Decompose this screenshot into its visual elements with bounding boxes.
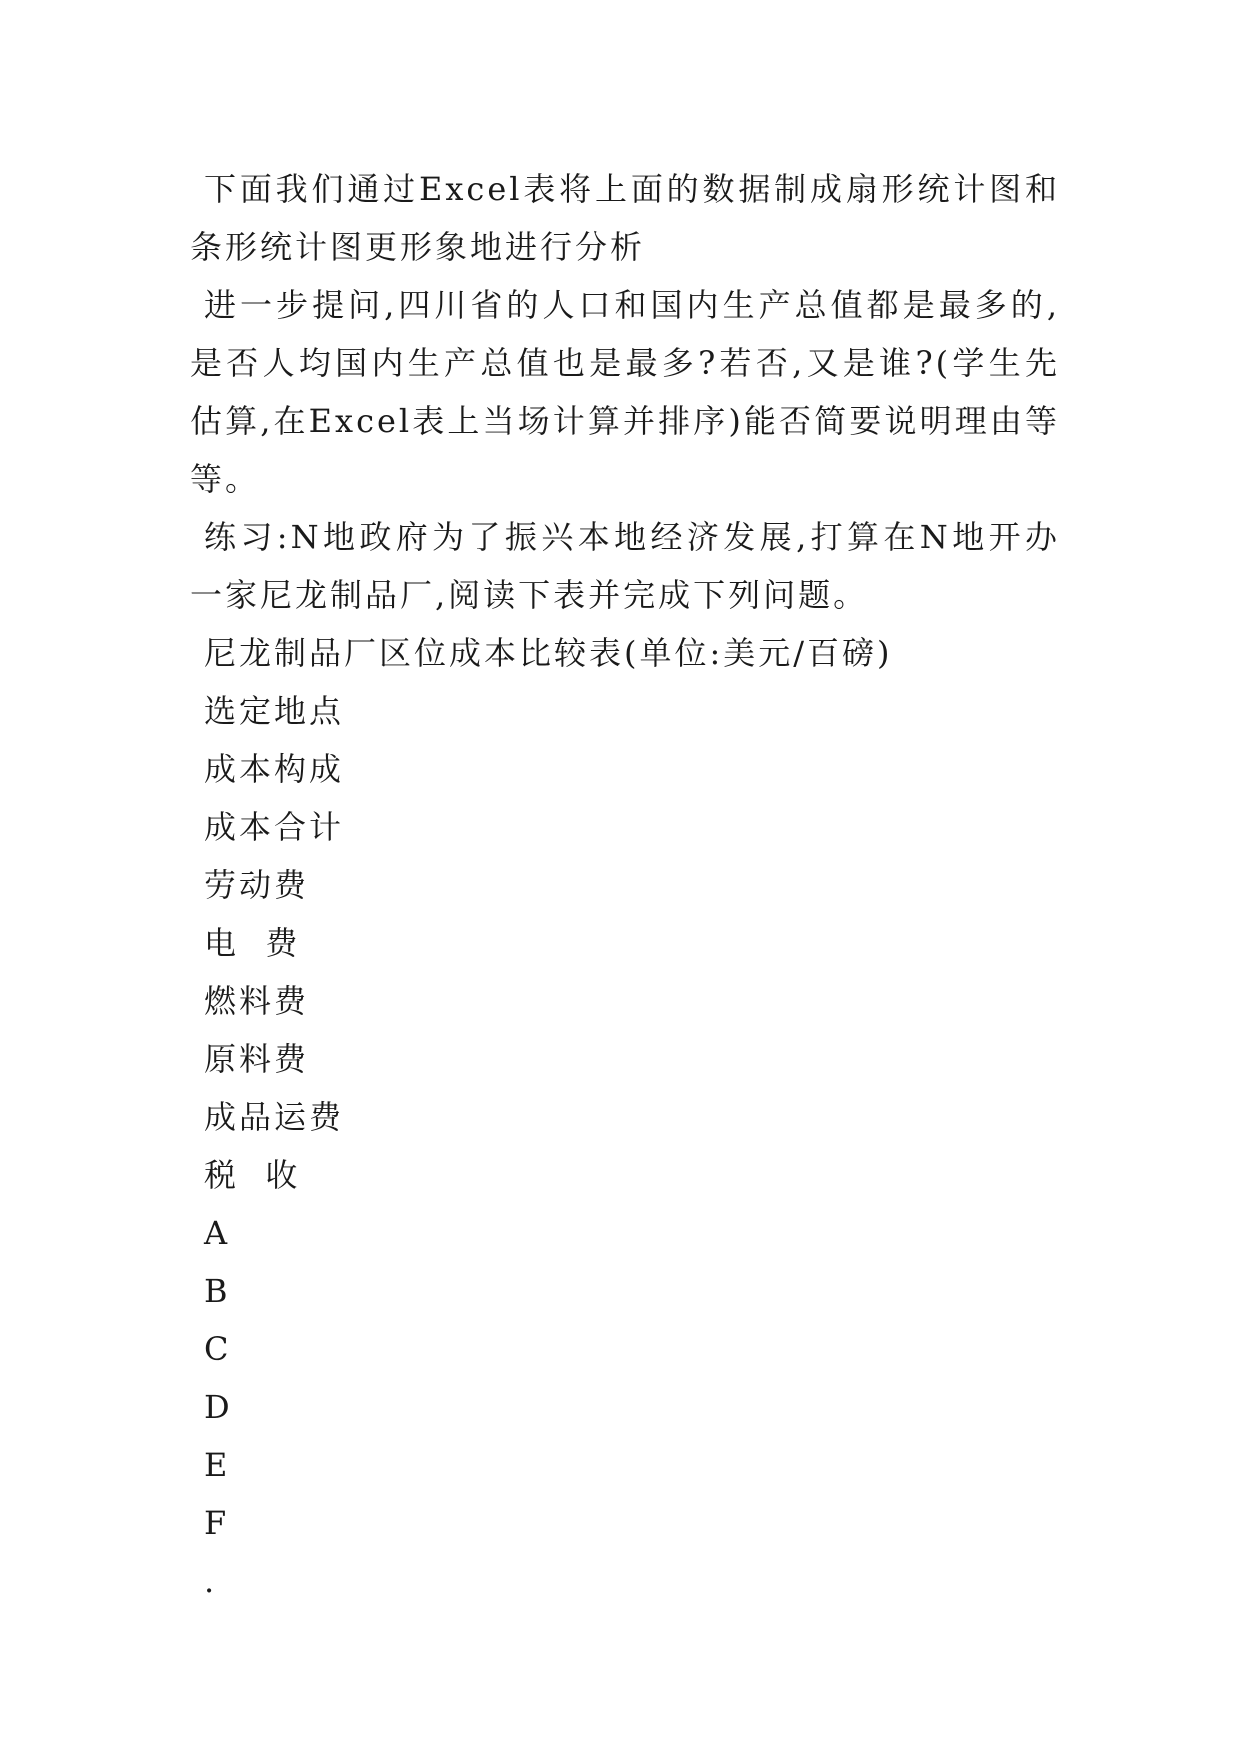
table-header-raw-material: 原料费 [204,1040,310,1078]
document-body [190,160,1060,1610]
location-e: E [204,1446,231,1484]
location-b: B [204,1272,231,1310]
location-f: F [204,1504,230,1542]
table-header-location: 选定地点 [204,692,345,730]
location-c: C [204,1330,232,1368]
location-d: D [204,1388,233,1426]
paragraph-excel-analysis: 下面我们通过Excel表将上面的数据制成扇形统计图和条形统计图更形象地进行分析 [190,170,1060,266]
table-title: 尼龙制品厂区位成本比较表(单位:美元/百磅) [204,634,893,672]
table-header-tax: 税 收 [204,1156,301,1194]
table-header-fuel: 燃料费 [204,982,310,1020]
paragraph-question: 进一步提问,四川省的人口和国内生产总值都是最多的,是否人均国内生产总值也是最多?若否,又是谁?(学生先估算,在Excel表上当场计算并排序)能否简要说明理由等等。 [190,286,1060,498]
table-header-labor: 劳动费 [204,866,310,904]
table-header-shipping: 成品运费 [204,1098,345,1136]
table-header-cost-composition: 成本构成 [204,750,345,788]
paragraph-exercise: 练习:N地政府为了振兴本地经济发展,打算在N地开办一家尼龙制品厂,阅读下表并完成下列问题。 [190,518,1060,614]
table-header-electricity: 电 费 [204,924,301,962]
location-a: A [204,1214,231,1252]
table-header-cost-total: 成本合计 [204,808,345,846]
trailing-mark: . [204,1562,218,1600]
